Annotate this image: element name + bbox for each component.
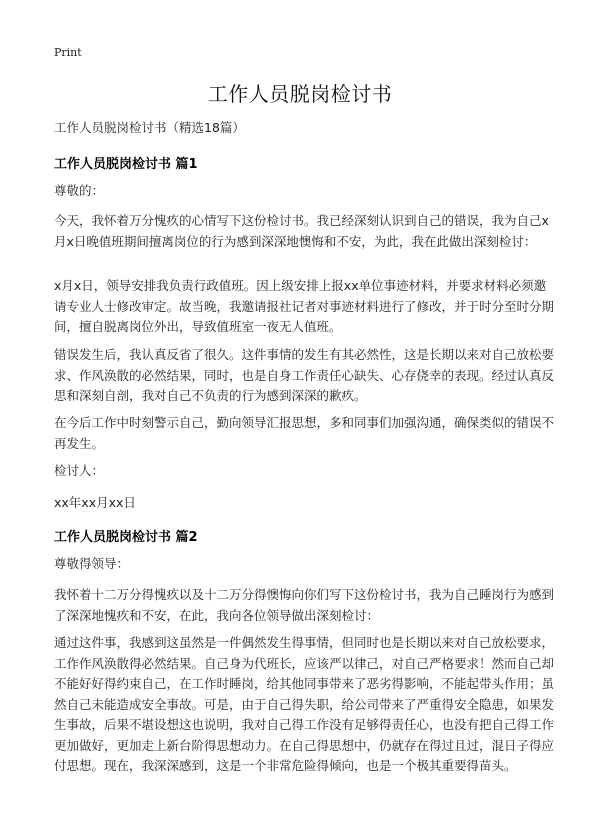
- paragraph-text: 通过这件事，我感到这虽然是一件偶然发生得事情，但同时也是长期以来对自己放松要求，工作作风涣散得必然结果。自己身为代班长，应该严以律己，对自己严格要求！然而自己却不能好好得约束自己，在工作时睡岗，给其他同事带来了恶劣得影响，不能起带头作用；虽然自己未能造成安全事故。可是，由于自己得失职，给公司带来了严重得安全隐患，如果发生事故，后果不堪设想这也说明，我对自己得工作没有足够得责任心，也没有把自己得工作更加做好，更加走上新台阶得思想动力。在自己得思想中，仍就存在得过且过，混日子得应付思想。现在，我深深感到，这是一个非常危险得倾向，也是一个极其重要得苗头。: [54, 635, 555, 773]
- section-1-paragraph-3: [54, 345, 554, 407]
- paragraph-text: 今天，我怀着万分愧疚的心情写下这份检讨书。我已经深刻认识到自己的错误，我为自己x月x日晚值班期间擅离岗位的行为感到深深地懊悔和不安，为此，我在此做出深刻检讨：: [54, 213, 549, 249]
- document-subtitle: 工作人员脱岗检讨书（精选18篇）: [54, 120, 245, 135]
- page-title: 工作人员脱岗检讨书: [207, 82, 393, 106]
- section-1-paragraph-1: [54, 211, 554, 252]
- greeting-text: 尊敬的：: [54, 183, 105, 198]
- signature-label: 检讨人：: [54, 463, 105, 478]
- section-2-paragraph-2: [54, 633, 554, 777]
- paragraph-text: 在今后工作中时刻警示自己，勤向领导汇报思想，多和同事们加强沟通，确保类似的错误不再发生。: [54, 415, 555, 451]
- paragraph-text: x月x日，领导安排我负责行政值班。因上级安排上报xx单位事迹材料，并要求材料必须邀请专业人士修改审定。故当晚，我邀请报社记者对事迹材料进行了修改，并于时分至时分期间，擅自脱离岗位外出，导致值班室一夜无人值班。: [54, 278, 555, 334]
- section-heading-2: 工作人员脱岗检讨书 篇2: [54, 530, 198, 545]
- date-text: xx年xx月xx日: [54, 495, 136, 510]
- section-2-greeting: [54, 554, 554, 575]
- paragraph-text: 我怀着十二万分得愧疚以及十二万分得懊悔向你们写下这份检讨书，我为自己睡岗行为感到了深深地愧疚和不安，在此，我向各位领导做出深刻检讨：: [54, 587, 555, 623]
- section-2-paragraph-1: [54, 585, 554, 626]
- greeting-text: 尊敬得领导：: [54, 556, 130, 571]
- section-1-signature: [54, 461, 554, 482]
- section-1-paragraph-2: [54, 276, 554, 338]
- section-1-paragraph-4: [54, 413, 554, 454]
- section-1-date: [54, 493, 554, 514]
- section-heading-1: 工作人员脱岗检讨书 篇1: [54, 157, 198, 172]
- paragraph-text: 错误发生后，我认真反省了很久。这件事情的发生有其必然性，这是长期以来对自己放松要求、作风涣散的必然结果，同时，也是自身工作责任心缺失、心存侥幸的表现。经过认真反思和深刻自剖，我对自己不负责的行为感到深深的歉疚。: [54, 347, 555, 403]
- section-1-greeting: [54, 181, 554, 202]
- print-link[interactable]: Print: [54, 46, 82, 59]
